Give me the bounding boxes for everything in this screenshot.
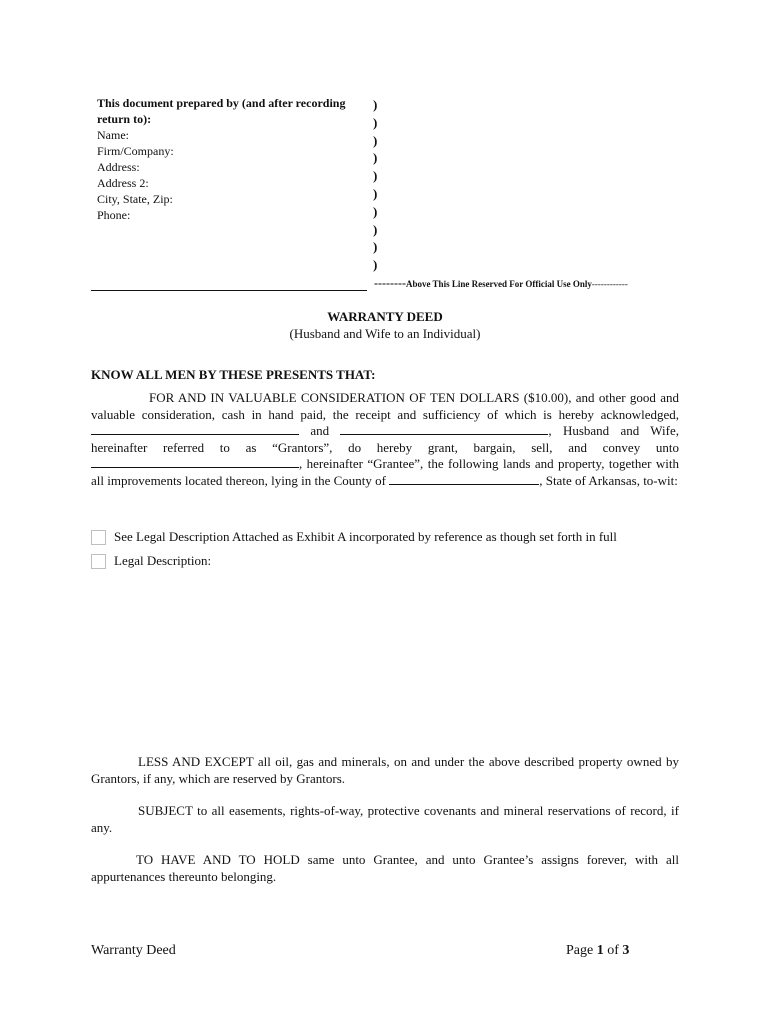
reserved-tail: ------------ xyxy=(591,279,628,289)
field-phone: Phone: xyxy=(97,208,131,222)
field-city-state-zip: City, State, Zip: xyxy=(97,192,173,206)
subject-to-paragraph: SUBJECT to all easements, rights-of-way, protective covenants and mineral reservations of record, if any. xyxy=(91,803,679,835)
paren-column: ) ) ) ) ) ) ) ) ) ) xyxy=(373,97,378,273)
legal-description-checkbox[interactable] xyxy=(91,554,106,569)
exhibit-a-checkbox[interactable] xyxy=(91,530,106,545)
prepared-by-block xyxy=(97,95,367,223)
consideration-paragraph: FOR AND IN VALUABLE CONSIDERATION OF TEN DOLLARS ($10.00), and other good and valuable consideration, cash in hand paid, the receipt and sufficiency of which is hereby acknowledged, and , Husband and Wife, hereinafter referred to as “Grantors”, do hereby grant, bargain, sell, and convey unto , hereinafter “Grantee”, the following lands and property, together with all improvements located thereon, lying in the County of , State of Arkansas, to-wit: xyxy=(91,390,680,488)
county-blank[interactable] xyxy=(389,473,539,485)
footer-title: Warranty Deed xyxy=(91,943,176,958)
document-subtitle: (Husband and Wife to an Individual) xyxy=(289,326,481,341)
reserved-line xyxy=(374,276,628,291)
know-all-heading: KNOW ALL MEN BY THESE PRESENTS THAT: xyxy=(91,367,376,382)
grantor-2-blank[interactable] xyxy=(340,423,548,435)
field-address-2: Address 2: xyxy=(97,176,149,190)
habendum-paragraph: TO HAVE AND TO HOLD same unto Grantee, and unto Grantee’s assigns forever, with all appurtenances thereunto belonging. xyxy=(91,852,679,884)
reserved-text: Above This Line Reserved For Official Use Only xyxy=(405,279,592,289)
legal-description-option[interactable] xyxy=(91,553,211,569)
grantor-1-blank[interactable] xyxy=(91,423,299,435)
field-address: Address: xyxy=(97,160,140,174)
less-and-except-paragraph: LESS AND EXCEPT all oil, gas and minerals, on and under the above described property owned by Grantors, if any, which are reserved by Grantors. xyxy=(91,754,679,786)
document-title: WARRANTY DEED xyxy=(327,309,443,324)
page-number: Page 1 of 3 xyxy=(566,943,630,958)
field-name: Name: xyxy=(97,128,129,142)
signature-rule xyxy=(91,290,367,291)
prepared-by-heading: This document prepared by (and after recording return to): xyxy=(97,96,346,126)
exhibit-a-label: See Legal Description Attached as Exhibit A incorporated by reference as though set forth in full xyxy=(114,529,617,544)
grantee-blank[interactable] xyxy=(91,456,299,468)
legal-description-label: Legal Description: xyxy=(114,553,212,568)
exhibit-a-option[interactable] xyxy=(91,529,617,545)
reserved-dashes: -------- xyxy=(374,276,406,290)
field-firm: Firm/Company: xyxy=(97,144,174,158)
